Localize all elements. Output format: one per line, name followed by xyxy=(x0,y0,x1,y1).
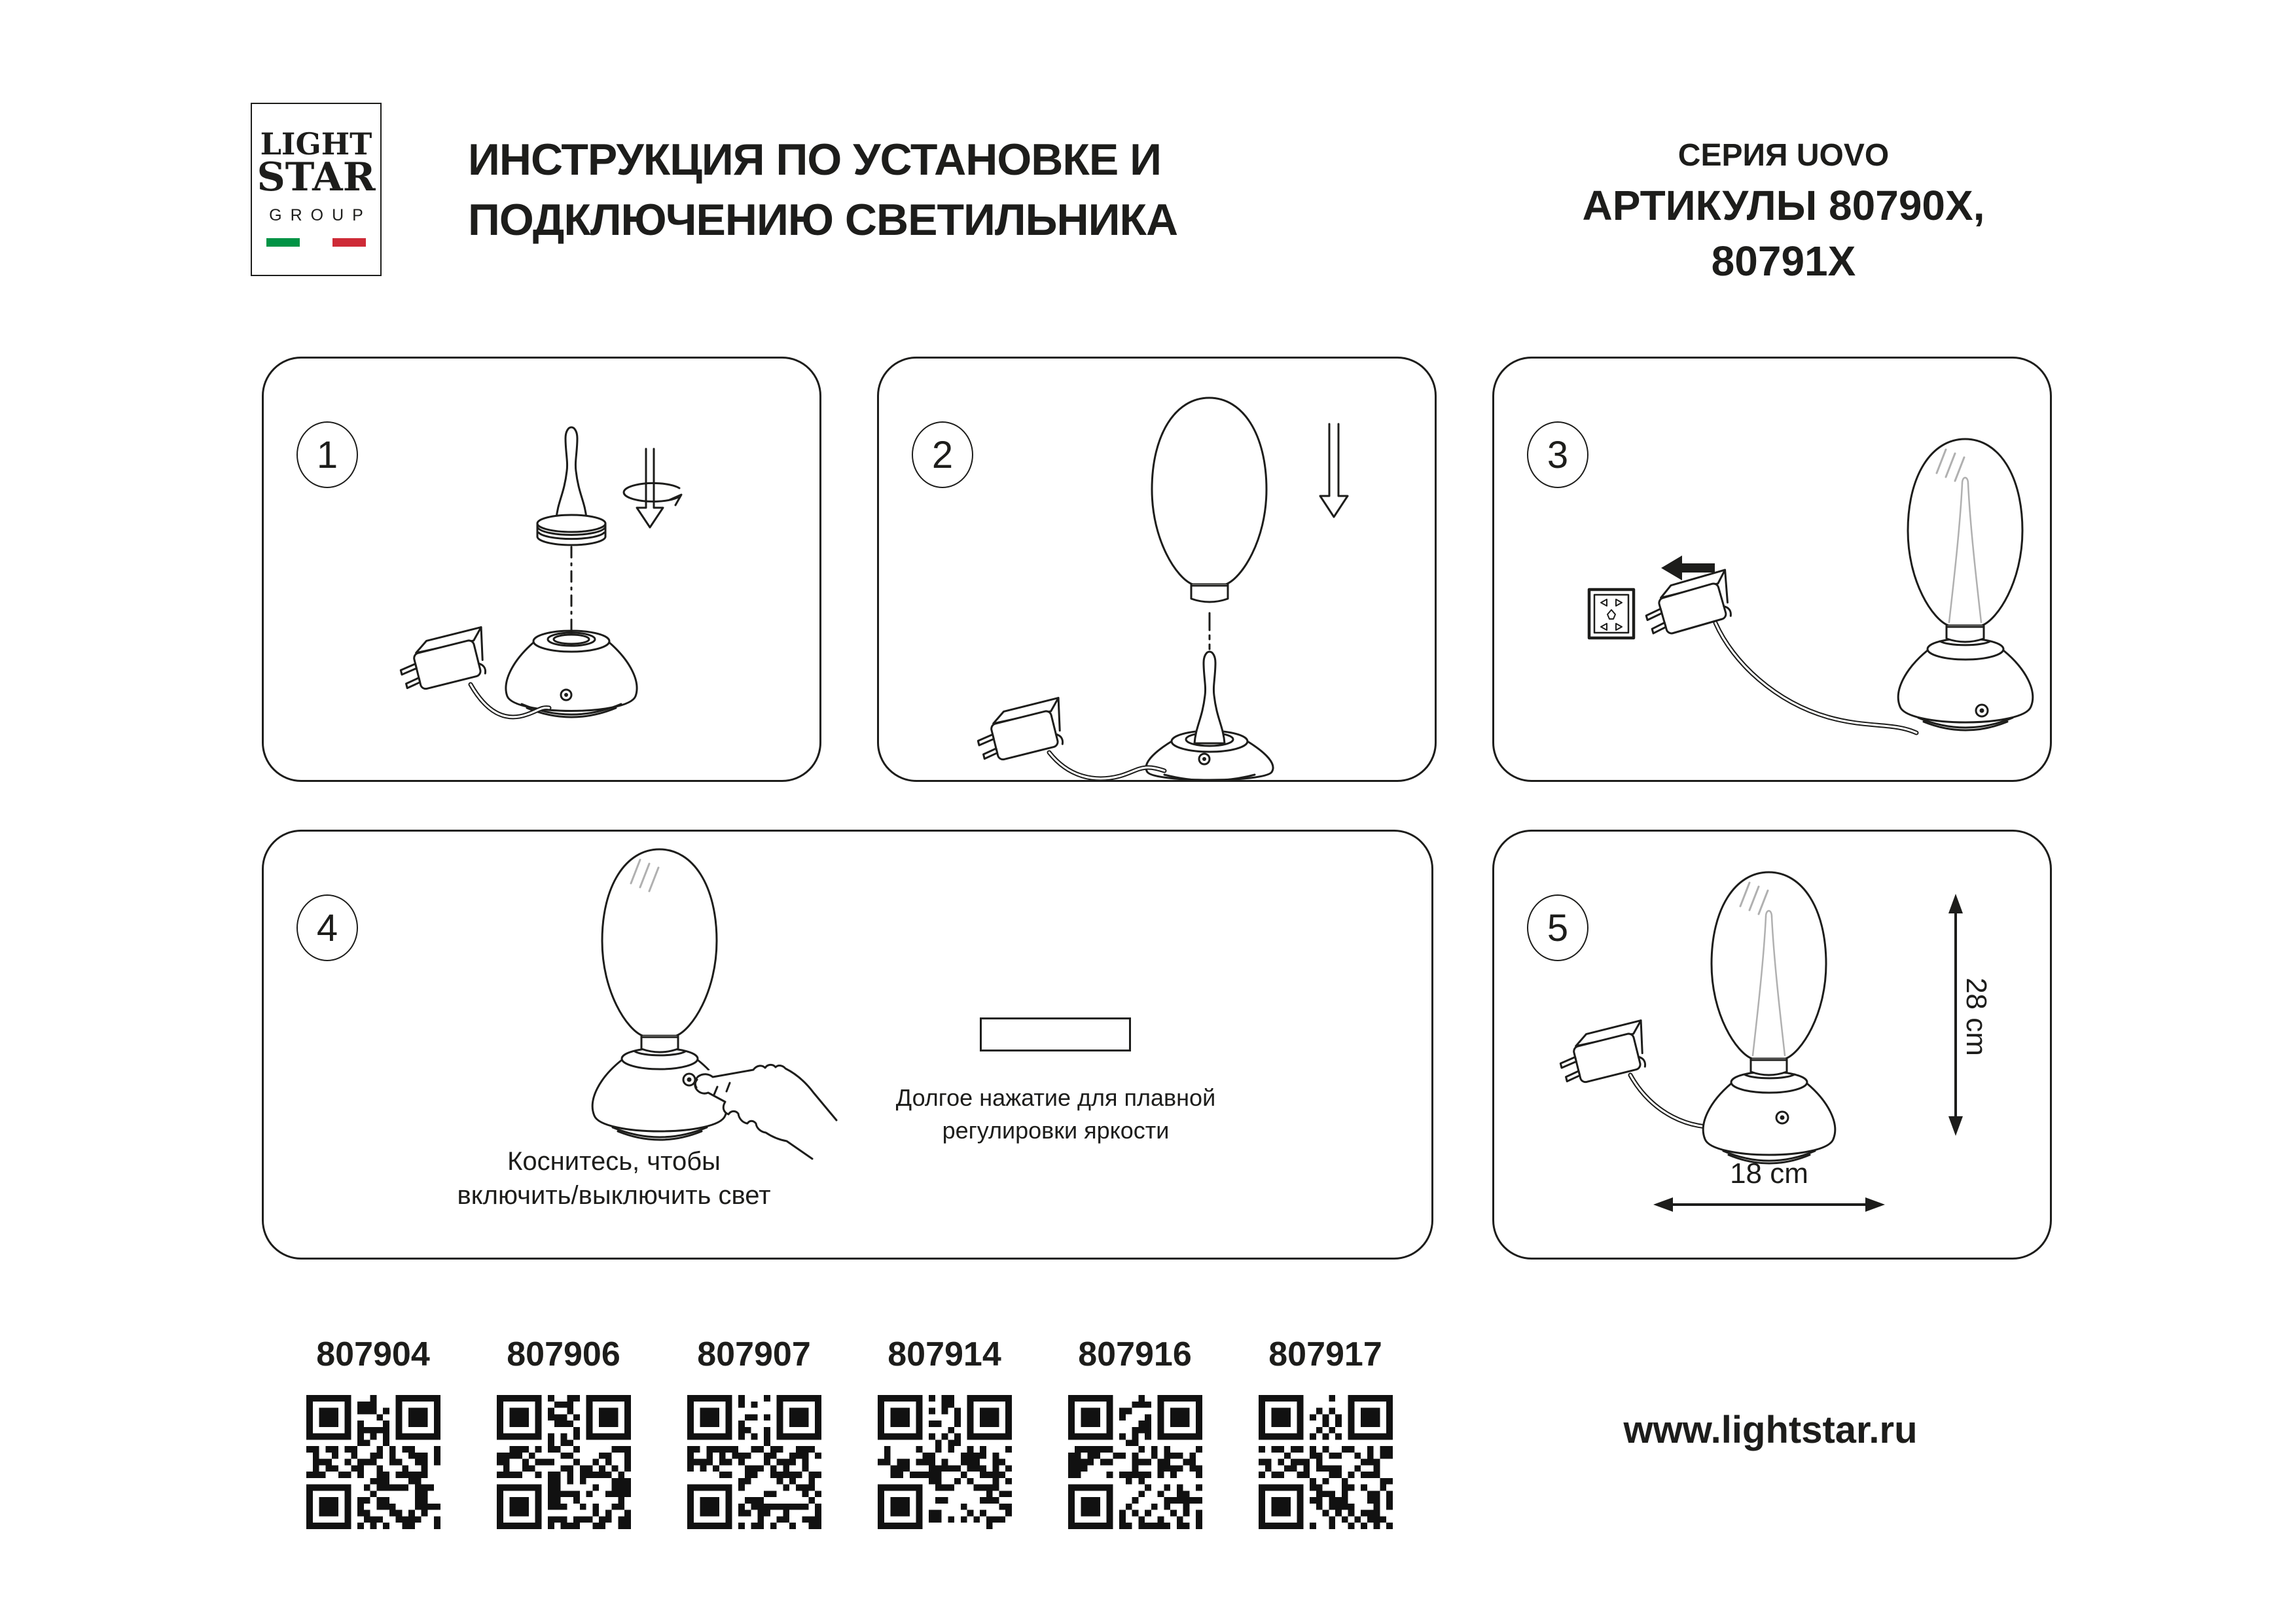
lightstar-logo xyxy=(251,103,382,276)
qr-code xyxy=(878,1395,1012,1529)
article-number: 807906 xyxy=(507,1335,620,1373)
step-1-panel xyxy=(262,357,821,782)
step-5-panel xyxy=(1492,830,2052,1260)
glass-shade-icon xyxy=(1712,872,1826,1059)
glass-shade-icon xyxy=(1908,439,2022,626)
hold-caption: Долгое нажатие для плавной регулировки яркости xyxy=(895,1084,1216,1144)
power-adapter-icon xyxy=(973,698,1069,765)
led-stem-icon xyxy=(1194,652,1225,743)
dimension-arrow-horizontal xyxy=(1653,1197,1885,1212)
italy-flag-icon xyxy=(266,238,366,247)
led-stem-icon xyxy=(537,427,605,545)
website-url: www.lightstar.ru xyxy=(1623,1409,1918,1451)
qr-code xyxy=(1068,1395,1202,1529)
power-adapter-icon xyxy=(395,627,492,694)
power-adapter-icon xyxy=(1640,570,1738,639)
step-3-diagram xyxy=(1494,359,2050,780)
assembled-lamp xyxy=(1898,439,2033,730)
logo-word-light: LIGHT xyxy=(260,126,372,162)
qr-code xyxy=(1259,1395,1393,1529)
power-cable xyxy=(1049,752,1164,779)
article-number: 807904 xyxy=(316,1335,430,1373)
page-title xyxy=(468,130,1177,250)
power-adapter-icon xyxy=(1555,1021,1652,1087)
article-number: 807907 xyxy=(697,1335,811,1373)
step-1-number: 1 xyxy=(296,421,358,488)
qr-code xyxy=(306,1395,440,1529)
page-title-line2: ПОДКЛЮЧЕНИЮ СВЕТИЛЬНИКА xyxy=(468,195,1178,245)
step-3-number: 3 xyxy=(1527,421,1588,488)
down-arrow-icon xyxy=(1320,424,1348,517)
step-3-panel xyxy=(1492,357,2052,782)
lamp-base xyxy=(506,631,637,717)
width-dimension-label: 18 cm xyxy=(1730,1157,1808,1190)
step-1-diagram xyxy=(264,359,819,780)
series-name: СЕРИЯ UOVO xyxy=(1677,138,1890,173)
glass-shade-icon xyxy=(1152,398,1266,602)
qr-code xyxy=(497,1395,631,1529)
step-2-diagram xyxy=(879,359,1435,780)
logo-word-star: STAR xyxy=(257,154,376,200)
rotation-arrow-icon xyxy=(624,449,681,527)
touch-caption: Коснитесь, чтобы включить/выключить свет xyxy=(457,1147,771,1210)
qr-code xyxy=(687,1395,821,1529)
brightness-bar xyxy=(980,1017,1131,1051)
height-dimension-label: 28 cm xyxy=(1960,978,1992,1056)
article-number: 807916 xyxy=(1078,1335,1192,1373)
assembled-lamp xyxy=(1703,872,1835,1163)
article-number: 807914 xyxy=(888,1335,1001,1373)
step-5-number: 5 xyxy=(1527,894,1588,961)
step-4-panel xyxy=(262,830,1433,1260)
articles-line1: АРТИКУЛЫ 80790X, xyxy=(1582,182,1985,229)
wall-socket-icon xyxy=(1589,590,1634,638)
series-block xyxy=(1525,137,2042,285)
logo-word-group: GROUP xyxy=(269,206,372,224)
step-2-panel xyxy=(877,357,1437,782)
page-title-line1: ИНСТРУКЦИЯ ПО УСТАНОВКЕ И xyxy=(468,135,1161,185)
stem-ring xyxy=(537,515,605,545)
glass-shade-icon xyxy=(602,849,717,1036)
article-number: 807917 xyxy=(1268,1335,1382,1373)
step-4-number: 4 xyxy=(296,894,358,961)
power-cable xyxy=(1715,623,1916,733)
articles-line2: 80791X xyxy=(1711,238,1856,285)
step-2-number: 2 xyxy=(912,421,973,488)
